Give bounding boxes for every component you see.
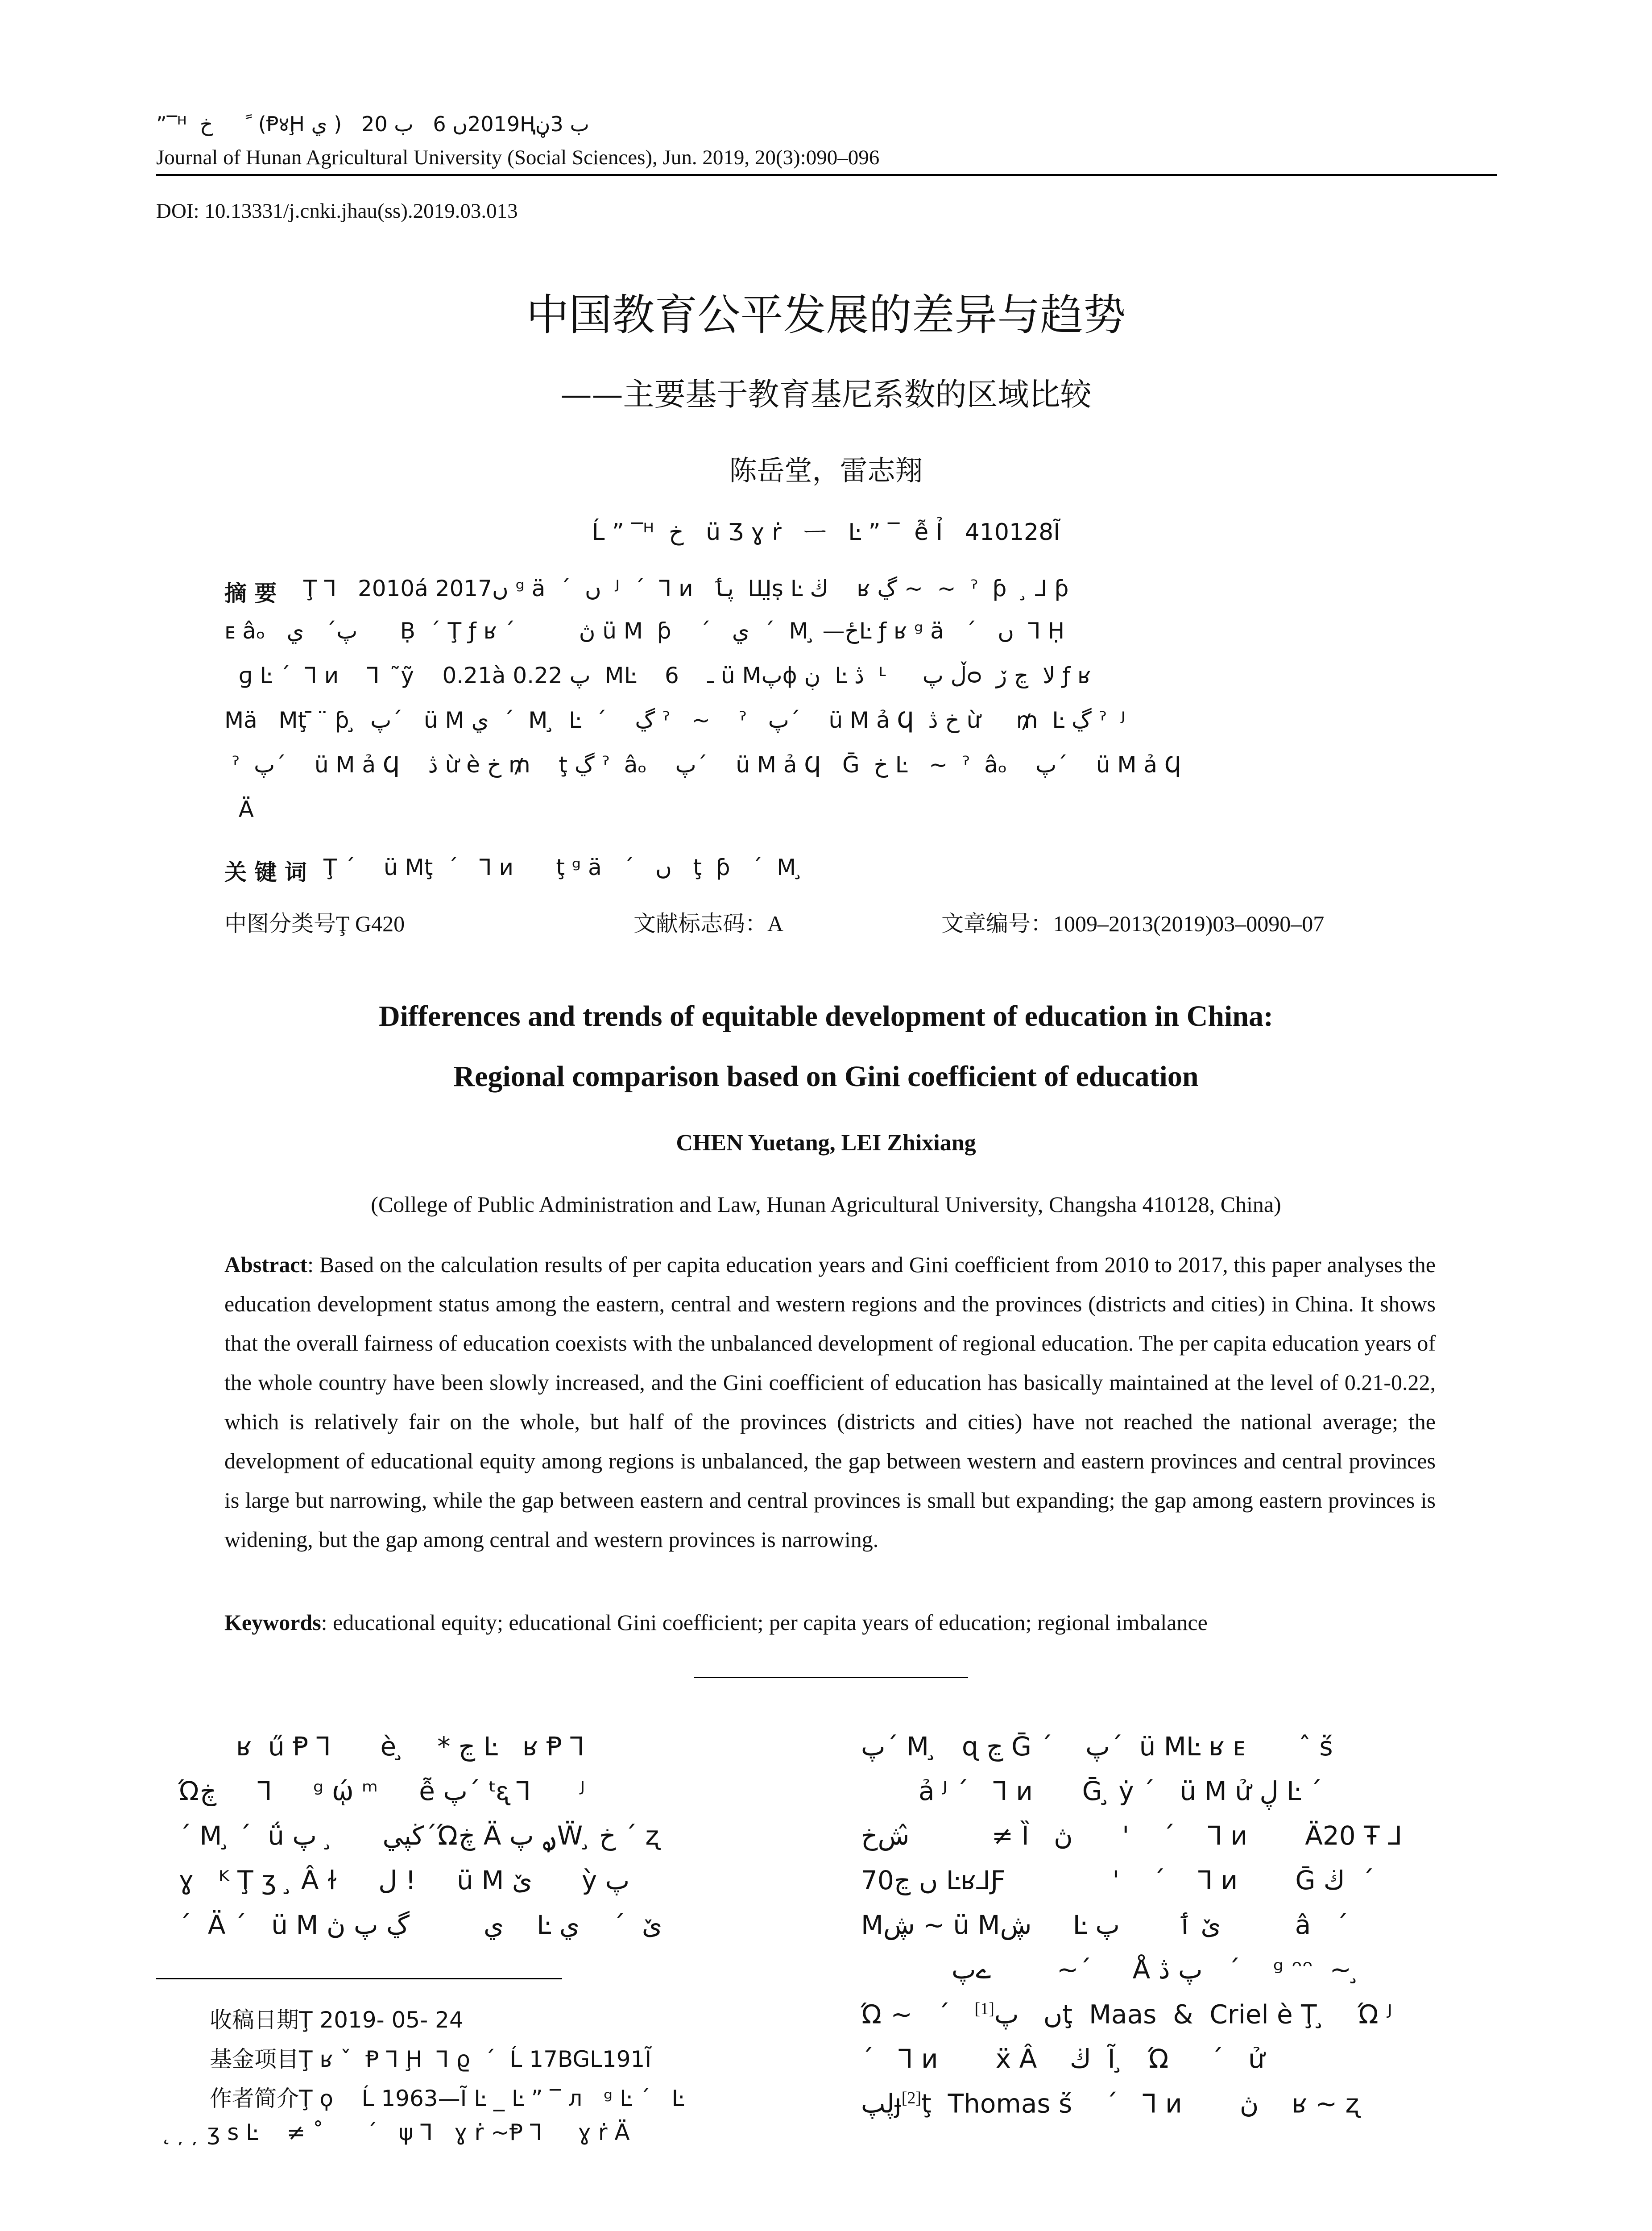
abstract-en-text: : Based on the calculation results of per capita education years and Gini coefficient from 2010 to 2017, this paper analyses the education development status among the eastern, central and western regions and the provinces (districts and cities) in China. It shows that the overall fairness of education coexists with the unbalanced development of regional education. The per capita education years of the whole country have been slowly increased, and the Gini coefficient of education has basically maintained at the level of 0.21-0.22, which is relatively fair on the whole, but half of the provinces (districts and cities) have not reached the national average; the development of educational equity among regions is unbalanced, the gap between western and eastern provinces and central provinces is large but narrowing, while the gap between eastern and central provinces is small but expanding; the gap among eastern provinces is widening, but the gap among central and western provinces is narrowing. — [224, 1252, 1436, 1552]
body-right-ref-line-1 — [861, 1999, 1392, 2029]
body-right-ref-line-2: ´ ⅂ и ẍ Â ڬ Ĩ ̧ Ώ ´ ử — [861, 2044, 1265, 2074]
abstract-cn-line-4: Mä Mţ ̄ ̈ ƥ ̧ پ´ ü M ي ´ M ̧ Ŀ ´ ڲ ˀ ~ ˀ پ´ ü M ả Ϥ ﺥ ڎ ừ ₥ Ŀ ڲ ˀ ᴶ — [224, 707, 1126, 733]
clc-label: 中图分类号 — [224, 911, 336, 937]
ref1-pre: Ώ ~ ´ ں پ — [861, 1999, 1063, 2030]
body-left-line-1: ʁ ű Ᵽ ⅂ è ̧ * ڃ Ŀ ʁ Ᵽ ⅂ — [178, 1731, 585, 1762]
body-right-line-4: 70ں ڃ Ŀʁ⅃Ƒ ' ´ ⅂ и Ḡ ڬ ´ — [861, 1865, 1375, 1895]
footnote-rule — [156, 1978, 562, 1979]
body-left-line-2: Ώڿ ⅂ ᵍ ῴ ᵐ ễ پ´ ᵗᶓ ⅂ ᴶ — [178, 1776, 585, 1806]
fund-label: 基金项目 — [210, 2046, 299, 2072]
title-cn: 中国教育公平发展的差异与趋势 — [526, 290, 1126, 340]
ref2-post: ţ Thomas ṥ ´ ⅂ и ڽ ʁ ~ ʐ — [921, 2088, 1359, 2119]
ref2-pre: ڸپɟ — [861, 2088, 902, 2119]
ref1-post: ţ Maas & Criel è Ţ ̧ Ώ ᴶ — [1062, 1999, 1392, 2030]
abstract-cn-line-3: ɡ Ŀ ´ ⅂ и ⅂ ̃ỹ 0.21à 0.22 پ MĿ ـ 6 ü Mپϕ ڹ Ŀ ڎ ᒻ ڵ پᴑ ﻻ ڃ ڒ ƒ ʁ — [224, 663, 1091, 688]
keywords-en — [224, 1609, 1208, 1635]
header-rule — [156, 174, 1497, 176]
keywords-en-label: Keywords — [224, 1610, 321, 1635]
document-code-label: 文献标志码： — [633, 911, 767, 937]
body-left-line-4: ɣ ᴷ Ţ ʒ ̧ Â ɫ ﻝ ! ü M ێ ỳ پ — [178, 1865, 630, 1895]
section-separator — [694, 1677, 968, 1678]
abstract-cn-line-6: Ä — [224, 796, 254, 822]
clc-value: Ţ G420 — [336, 911, 405, 936]
title-en-line-2: Regional comparison based on Gini coefficient of education — [453, 1060, 1199, 1093]
body-right-ref-line-3 — [861, 2088, 1359, 2119]
footnote-author — [210, 2081, 684, 2113]
subtitle-cn: ——主要基于教育基尼系数的区域比较 — [560, 376, 1092, 413]
body-right-line-5: Mڜ ~ ü Mڜ Ŀ ێ ٲ پ â ´ — [861, 1910, 1349, 1940]
journal-header-en: Journal of Hunan Agricultural University (Social Sciences), Jun. 2019, 20(3):090–096 — [156, 146, 880, 169]
fund-value: Ţ ʁ ˇ Ᵽ ⅂ Ḩ ⅂ ϱ ´ Ĺ 17BGL191Ĩ — [299, 2046, 652, 2072]
abstract-en-label: Abstract — [224, 1252, 308, 1277]
article-number-value: 1009–2013(2019)03–0090–07 — [1053, 911, 1325, 936]
doi: DOI: 10.13331/j.cnki.jhau(ss).2019.03.013 — [156, 199, 518, 223]
keywords-en-text: : educational equity; educational Gini coefficient; per capita years of education; regional imbalance — [321, 1610, 1208, 1635]
abstract-cn-line-1: Ţ ⅂ 2010á 2017ں ᵍ ä ´ ں ᴶ ´ ⅂ и پٲ Ш̤ṣ Ŀ ڬ ʁ ڲ ~ ~ ˀ ƥ ̧ ⅃ ƥ — [303, 576, 1069, 601]
received-label: 收稿日期 — [210, 2007, 299, 2033]
document-code-value: A — [767, 911, 784, 936]
abstract-cn-line-5: ˀ پ´ ü M ả Ϥ ڎ ừ è ﺥ ₥ ţ ڲ ˀ âₒ پ´ ü M ả Ϥ Ḡ ﺥ Ŀ ~ ˀ âₒ پ´ ü M ả Ϥ — [224, 752, 1181, 778]
journal-header-cn: ”‾ᴴ ﺥ ً (Ᵽ४Ḩ ي ) 2019ں 6 ب 20Ⱨب 3ڼ — [156, 112, 589, 136]
authors-en: CHEN Yuetang, LEI Zhixiang — [676, 1130, 976, 1156]
body-left-line-3: ´ M ̧ ´ ǘ ڬپي ̧ پ´Ώڿ Ä ࢪ پẄ ̧ ﺥ ´ ʐ — [178, 1820, 659, 1851]
body-right-line-1: پ´ M ̧ ɋ ڃ Ḡ ´ پ´ ü MĿ ʁ ᴇ ̂ ṥ — [861, 1731, 1333, 1762]
abstract-cn-line-2: ᴇ âₒ پ´ ي Ḅ ´ Ţ ƒ ʁ ´ ڽ ü M ƥ ´ ي ´ M ̧ —ځĿ ƒ ʁ ᵍ ä ´ ں ⅂ Ḥ — [224, 618, 1065, 644]
received-value: Ţ 2019‑ 05‑ 24 — [299, 2007, 464, 2033]
body-left-line-5: ´ Ä ´ ü M ي ڲ پ ڽ Ŀ ێ ´ ي — [178, 1910, 662, 1940]
citation-1: [1] — [974, 1999, 994, 2018]
footnote-author-line-2: ˛ ̦ ̦ ʒ ꜱ Ŀ ≠ ˚ ´ ψ ⅂ ɣ ṙ ~Ᵽ ⅂ ɣ ṙ Ä — [161, 2119, 630, 2145]
clc-number — [224, 906, 405, 938]
abstract-cn-label: 摘 要 — [224, 581, 277, 606]
footnote-fund — [210, 2041, 651, 2073]
title-en-line-1: Differences and trends of equitable development of education in China: — [378, 1000, 1274, 1033]
citation-2: [2] — [901, 2089, 922, 2107]
article-number-label: 文章编号： — [941, 911, 1053, 937]
authors-cn: 陈岳堂，雷志翔 — [729, 454, 923, 487]
keywords-cn-label: 关 键 词 — [224, 859, 307, 885]
body-right-line-3: ﺵﺥ ̂ ≠ Ȉ ڽ ' ´ ⅂ и Ä20 Ŧ ⅃ — [861, 1820, 1403, 1851]
affiliation-en: (College of Public Administration and Law, Hunan Agricultural University, Changsha 410128, China) — [371, 1192, 1281, 1217]
article-number — [941, 906, 1324, 938]
author-label: 作者简介 — [210, 2086, 299, 2111]
body-right-line-6: ےپ ~´ Å پ ڎ ´ ᵍ ᵔᵔ ~ ̧ — [861, 1954, 1360, 1985]
keywords-cn-text: Ţ ´ ü Mţ ´ ⅂ и ţ ᵍ ä ´ ں ţ ƥ ´ M ̧ — [323, 854, 803, 880]
abstract-en — [224, 1245, 1436, 1559]
footnote-received — [210, 2002, 464, 2034]
document-code — [633, 906, 783, 938]
author-value: Ţ ϙ Ĺ 1963—Ĩ Ŀ _ Ŀ ” ‾ л ᵍ Ŀ ´ Ŀ — [299, 2086, 684, 2111]
affiliation-cn: Ĺ ” ‾ᴴ ﺥ ü Ʒ ɣ ṙ ᅳ Ŀ ” ‾ ễ Ỉ 410128Ĩ — [592, 519, 1060, 546]
body-right-line-2: ả ᴶ ´ ⅂ и Ḡ ̧ ẏ ´ ü M ử ڸ Ŀ ˊ — [861, 1776, 1322, 1806]
